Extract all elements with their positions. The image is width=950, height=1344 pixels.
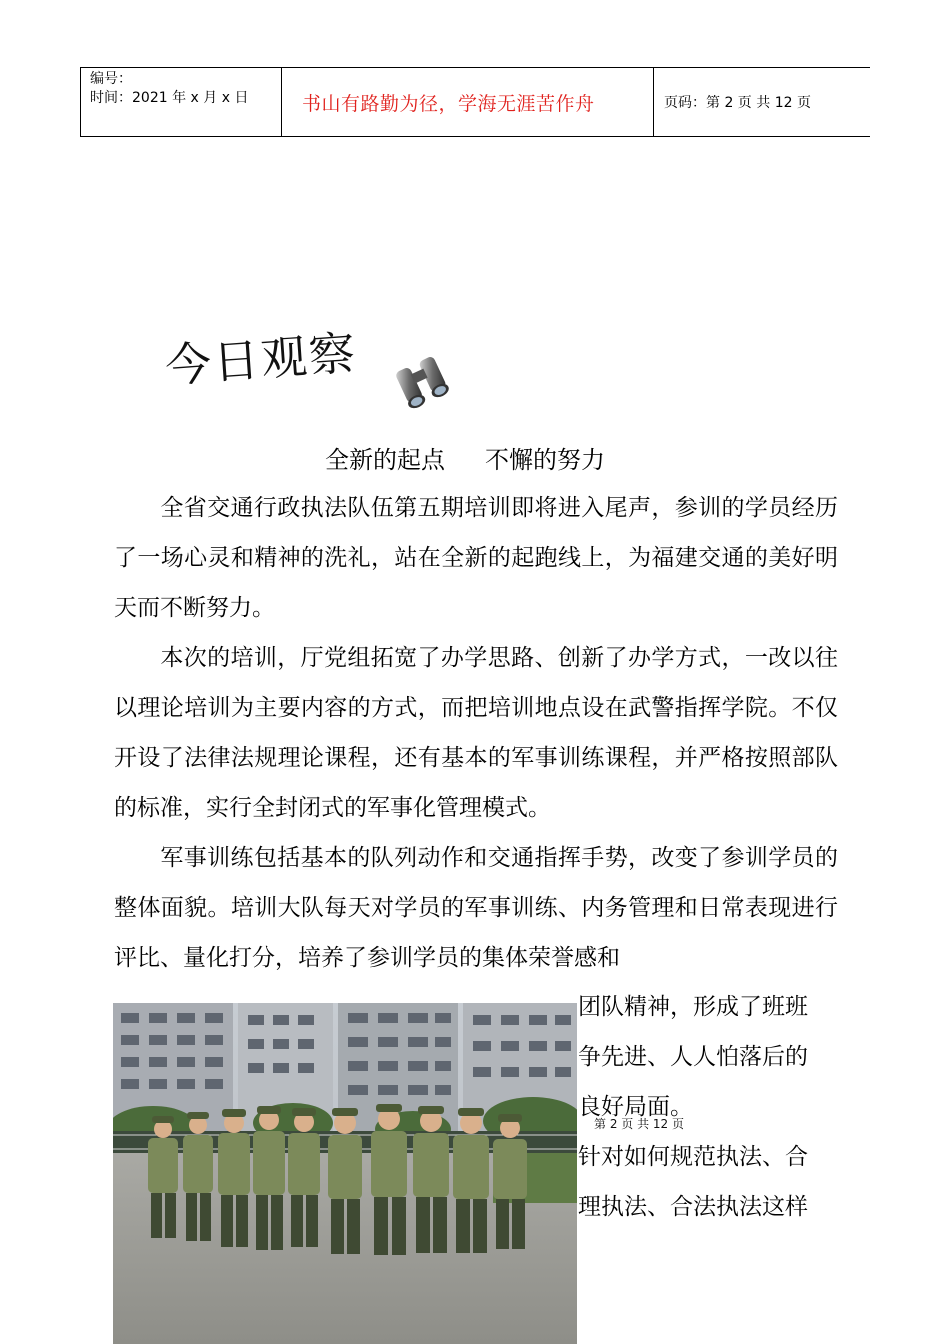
title-part-2: 不懈的努力 <box>485 446 605 474</box>
number-label: 编号： <box>90 71 132 87</box>
wrapped-text <box>578 982 840 1232</box>
wrapped-line: 团队精神，形成了班班 <box>578 994 808 1020</box>
date-label: 时间：2021 年 x 月 x 日 <box>90 90 249 106</box>
paragraph-1 <box>114 483 838 633</box>
page-number: 页码：第 2 页 共 12 页 <box>664 95 811 111</box>
paragraph-2-text: 本次的培训，厅党组拓宽了办学思路、创新了办学方式，一改以往以理论培训为主要内容的方式，而把培训地点设在武警指挥学院。不仅开设了法律法规理论课程，还有基本的军事训练课程，并严格按照部队的标准，实行全封闭式的军事化管理模式。 <box>114 645 838 821</box>
wrapped-line: 良好局面。 <box>578 1094 693 1120</box>
training-photo <box>113 1003 577 1344</box>
paragraph-1-text: 全省交通行政执法队伍第五期培训即将进入尾声，参训的学员经历了一场心灵和精神的洗礼，站在全新的起跑线上，为福建交通的美好明天而不断努力。 <box>114 495 838 621</box>
wrapped-line: 针对如何规范执法、合 <box>578 1144 808 1170</box>
header-meta-cell <box>80 68 282 136</box>
page-footer-note: 第 2 页 共 12 页 <box>594 1117 684 1131</box>
header-motto-cell <box>282 68 654 136</box>
title-part-1: 全新的起点 <box>325 446 445 474</box>
binoculars-icon <box>393 352 453 412</box>
section-banner: 今日观察 <box>163 325 359 393</box>
page-header <box>80 67 870 137</box>
article-title <box>0 440 930 475</box>
motto: 书山有路勤为径，学海无涯苦作舟 <box>302 92 595 115</box>
paragraph-2 <box>114 633 838 833</box>
header-page-cell <box>654 68 870 136</box>
wrapped-line: 争先进、人人怕落后的 <box>578 1044 808 1070</box>
wrapped-line: 理执法、合法执法这样 <box>578 1194 808 1220</box>
paragraph-3-text: 军事训练包括基本的队列动作和交通指挥手势，改变了参训学员的整体面貌。培训大队每天对学员的军事训练、内务管理和日常表现进行评比、量化打分，培养了参训学员的集体荣誉感和 <box>114 845 838 971</box>
paragraph-3 <box>114 833 838 983</box>
